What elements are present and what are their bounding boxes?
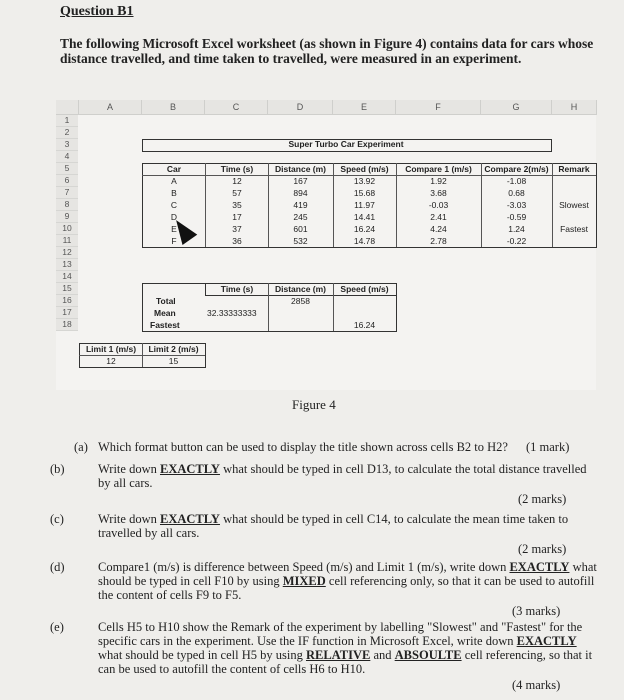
row-header[interactable]: 13 [56,259,78,271]
question-a [74,440,574,454]
question-text: what should be typed in cell C14, to calculate the mean time taken to travelled by all cars. [98,512,569,540]
row-header[interactable]: 18 [56,319,78,331]
cell-distance[interactable]: 245 [293,212,308,222]
cell-compare1[interactable]: 1.92 [430,176,447,186]
excel-worksheet [56,100,596,390]
cell-speed[interactable]: 13.92 [353,176,376,186]
row-header[interactable]: 12 [56,247,78,259]
intro-text: The following Microsoft Excel worksheet (as shown in Figure 4) contains data for cars whose distance travelled, and time taken to travelled, were measured in an experiment. [60,36,594,66]
row-header[interactable]: 2 [56,127,78,139]
question-e [50,620,598,676]
question-text: what should be typed in cell D13, to calculate the total distance travelled by all cars. [98,462,587,490]
question-label: (c) [50,512,64,526]
row-header[interactable]: 10 [56,223,78,235]
cell-distance[interactable]: 894 [293,188,308,198]
question-label: (a) [74,440,88,454]
header-limit2[interactable]: Limit 2 (m/s) [148,344,199,354]
cell-compare2[interactable]: -3.03 [506,200,527,210]
header-car[interactable]: Car [166,164,182,174]
cell-time[interactable]: 36 [232,236,242,246]
marks-b: (2 marks) [518,492,567,506]
question-text: Cells H5 to H10 show the Remark of the experiment by labelling "Slowest" and "Fastest" for the specific cars in the experiment. Use the IF function in Microsoft Excel, write down [98,620,583,648]
cell-car[interactable]: C [170,200,178,210]
cell-compare2[interactable]: -0.22 [506,236,527,246]
row-header[interactable]: 14 [56,271,78,283]
marks-e: (4 marks) [512,678,561,692]
col-header-d[interactable]: D [268,100,333,115]
cell-remark[interactable]: Fastest [560,224,588,234]
question-label: (d) [50,560,65,574]
cell-speed[interactable]: 14.78 [353,236,376,246]
col-header-h[interactable]: H [552,100,597,115]
emphasis-text: ABSOULTE [394,648,462,662]
question-text: and [370,648,395,662]
header-time[interactable]: Time (s) [220,164,254,174]
cell-speed[interactable]: 11.97 [354,200,375,210]
cell-car[interactable]: D [170,212,178,222]
row-header[interactable]: 9 [56,211,78,223]
question-label: (e) [50,620,64,634]
cell-compare1[interactable]: 2.41 [430,212,447,222]
question-text: what should be typed in cell F10 by using [98,560,597,588]
cell-car[interactable]: A [171,176,177,186]
header-distance[interactable]: Distance (m) [274,164,326,174]
question-text: Which format button can be used to display the title shown across cells B2 to H2? [98,440,508,454]
question-text: Compare1 (m/s) is difference between Speed (m/s) and Limit 1 (m/s), write down [98,560,507,574]
col-header-f[interactable]: F [396,100,481,115]
cell-limit2[interactable]: 15 [168,356,179,366]
col-header-g[interactable]: G [481,100,552,115]
header-compare2[interactable]: Compare 2(m/s) [484,164,549,174]
cell-compare2[interactable]: -0.59 [506,212,527,222]
question-text: Write down [98,512,160,526]
label-mean[interactable]: Mean [154,308,176,318]
cell-time[interactable]: 35 [232,200,242,210]
cell-time[interactable]: 57 [232,188,242,198]
row-header[interactable]: 4 [56,151,78,163]
cell-remark[interactable] [553,236,595,247]
row-header[interactable]: 7 [56,187,78,199]
row-header[interactable]: 16 [56,295,78,307]
figure-caption: Figure 4 [292,397,336,412]
cell-distance[interactable]: 167 [293,176,308,186]
row-header[interactable]: 8 [56,199,78,211]
cell-time[interactable]: 37 [232,224,242,234]
cell-compare2[interactable]: 0.68 [508,188,525,198]
row-header[interactable]: 3 [56,139,78,151]
col-header-c[interactable]: C [205,100,268,115]
cell-remark[interactable] [553,188,595,199]
cell-c14-mean-time[interactable]: 32.33333333 [207,308,257,318]
header-compare1[interactable]: Compare 1 (m/s) [405,164,472,174]
summary-header-speed[interactable]: Speed (m/s) [340,284,389,294]
emphasis-text: EXACTLY [509,560,570,574]
cell-distance[interactable]: 532 [293,236,308,246]
row-header[interactable]: 11 [56,235,78,247]
sheet-title: Super Turbo Car Experiment [288,139,404,149]
cell-compare1[interactable]: 2.78 [430,236,447,246]
cell-remark[interactable] [553,212,595,223]
emphasis-text: EXACTLY [159,512,220,526]
cell-time[interactable]: 17 [232,212,242,222]
label-total[interactable]: Total [156,296,176,306]
cell-car[interactable]: F [171,236,177,246]
question-d [50,560,598,602]
question-text: cell referencing only, so that it can be used to autofill the content of cells F9 to F5. [98,574,595,602]
row-header[interactable]: 1 [56,115,78,127]
row-header[interactable]: 15 [56,283,78,295]
header-limit1[interactable]: Limit 1 (m/s) [85,344,137,354]
emphasis-text: RELATIVE [305,648,371,662]
marks-a: (1 mark) [526,440,570,454]
question-text: cell referencing, so that it can be used to autofill the content of cells H6 to H10. [98,648,593,676]
cell-compare1[interactable]: -0.03 [428,200,449,210]
cell-speed[interactable]: 16.24 [353,224,376,234]
question-text: what should be typed in cell H5 by using [98,648,306,662]
cell-compare1[interactable]: 4.24 [430,224,447,234]
question-c [50,512,598,540]
header-remark[interactable]: Remark [558,164,590,174]
header-speed[interactable]: Speed (m/s) [340,164,389,174]
cell-car[interactable]: E [171,224,177,234]
marks-c: (2 marks) [518,542,567,556]
cell-speed[interactable]: 14.41 [353,212,376,222]
cell-compare1[interactable]: 3.68 [430,188,447,198]
col-header-e[interactable]: E [333,100,396,115]
cell-speed[interactable]: 15.68 [353,188,376,198]
question-label: (b) [50,462,65,476]
marks-d: (3 marks) [512,604,561,618]
col-header-a[interactable]: A [79,100,142,115]
question-b [50,462,598,490]
cell-remark[interactable] [553,176,595,187]
cell-compare2[interactable]: -1.08 [506,176,527,186]
emphasis-text: EXACTLY [516,634,577,648]
summary-header-time[interactable]: Time (s) [220,284,254,294]
cell-d13-total-distance[interactable]: 2858 [291,296,310,306]
select-all-corner[interactable] [56,100,79,115]
question-text: Write down [98,462,160,476]
cell-distance[interactable]: 601 [293,224,308,234]
emphasis-text: MIXED [282,574,326,588]
cell-remark[interactable]: Slowest [559,200,589,210]
cell-compare2[interactable]: 1.24 [508,224,525,234]
cell-e15-fastest-speed[interactable]: 16.24 [353,320,376,330]
question-title: Question B1 [60,4,134,19]
cell-limit1[interactable]: 12 [106,356,116,366]
summary-header-distance[interactable]: Distance (m) [274,284,326,294]
label-fastest[interactable]: Fastest [150,320,180,330]
cell-car[interactable]: B [171,188,177,198]
row-header[interactable]: 6 [56,175,78,187]
col-header-b[interactable]: B [142,100,205,115]
row-header[interactable]: 5 [56,163,78,175]
row-header[interactable]: 17 [56,307,78,319]
emphasis-text: EXACTLY [159,462,220,476]
cell-time[interactable]: 12 [232,176,242,186]
cell-distance[interactable]: 419 [293,200,308,210]
